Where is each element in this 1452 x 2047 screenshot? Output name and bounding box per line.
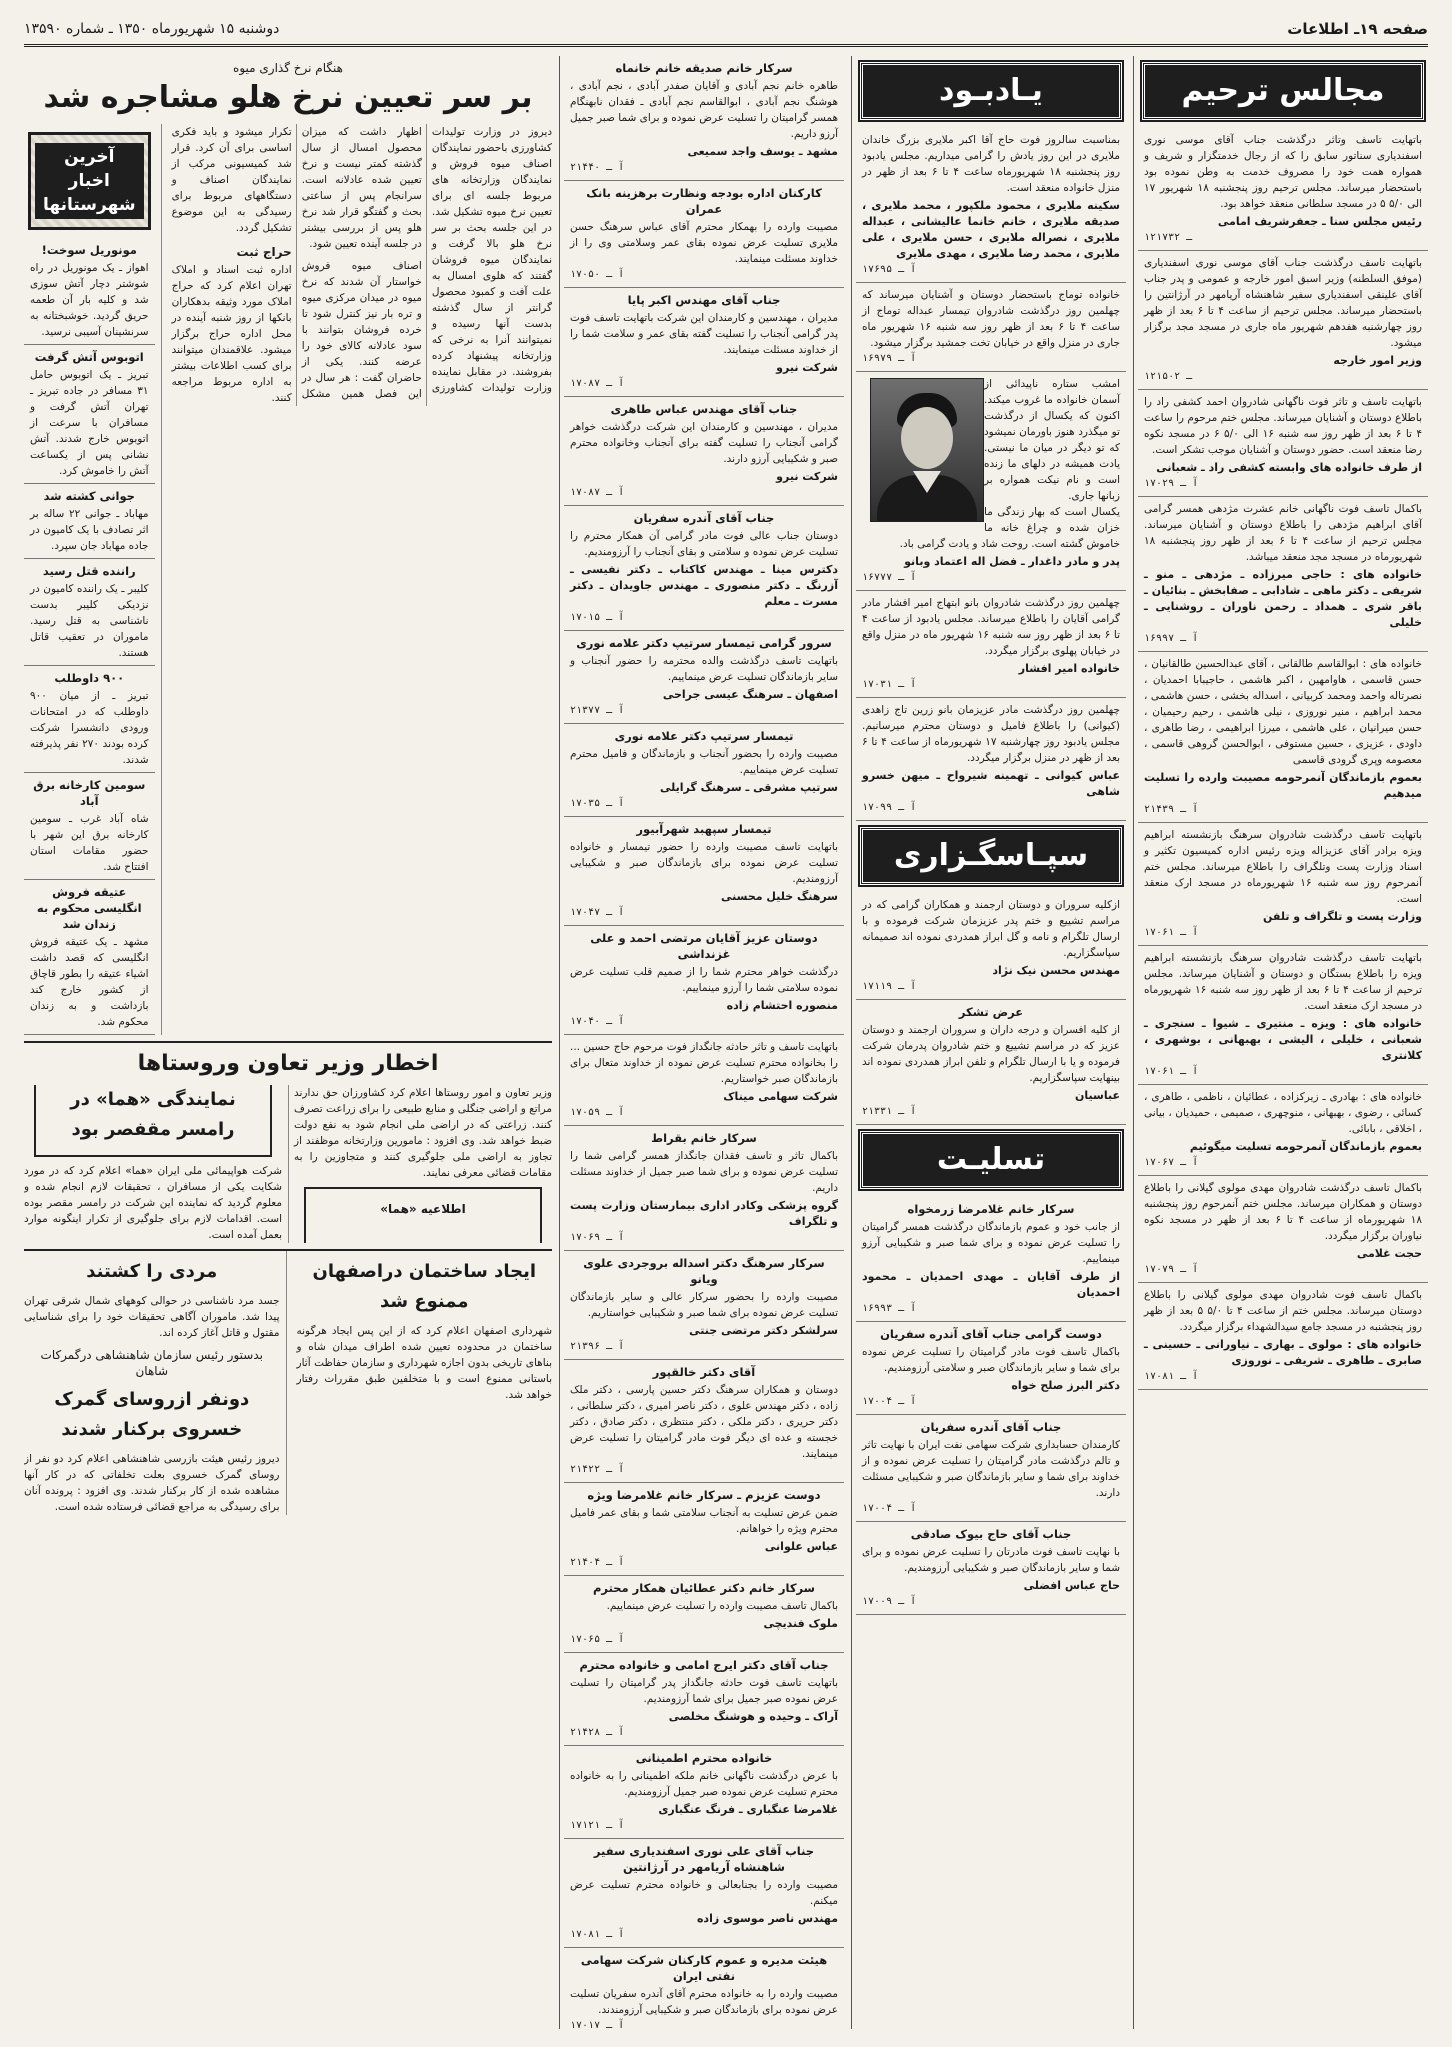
notice-item xyxy=(564,181,844,288)
notice-text: مصیبت وارده را بهمکار محترم آقای عباس سرهنگ حسن ملایری تسلیت عرض نموده بقای عمر وسلامتی وی را از خداوند مسئلت مینمایند. xyxy=(570,221,838,265)
notice-item xyxy=(1138,1283,1428,1390)
notice-text: خانواده های : ابوالقاسم طالقانی ، آقای عبدالحسین طالقانیان ، حسن قاسمی ، هاوامهین ، اکبر هاشمی ، حاجیبابا احمدیان ، نصرتاله واحمد ومحمد کربیانی ، اسداله بخشی ، حسن هاشمی ، محمد ابراهیم ، منیر نوروزی ، نیلی هاشمی ، رحیم رحیمیان ، حسن میرانیان ، علی هاشمی ، میرزا ابراهیمی ، رضا طاهری ، داودی ، عزیزی ، حسین مستوفی ، ابوالحسن گروهی قاسمی ، معصومه وپری گرودی قاسمی xyxy=(1144,658,1422,766)
notice-signature: شرکت نیرو xyxy=(776,470,838,483)
notice-code: ۱ـ ۲۱۷۳۲ xyxy=(1144,232,1193,243)
notice-code: آ ـ ۱۷۰۸۱ xyxy=(570,1929,625,1940)
remembrance-memorial-text: خانواده توماج باستحضار دوستان و آشنایان میرساند که چهلمین روز درگذشت شادروان تیمسار عبداله توماج از ساعت ۴ تا ۶ بعد از ظهر روز سه شنبه ۱۶ شهریور ماه جاری در منزل واقع در خیابان تخت جمشید برگزار میشود. xyxy=(862,289,1120,349)
notice-item xyxy=(564,1251,844,1360)
notice-title: جناب آقای علی نوری اسفندیاری سفیر شاهنشاه آریامهر در آرژانتین xyxy=(593,1844,815,1874)
notice-text: مصیبت وارده را بحضور آنجناب و بازماندگان و فامیل محترم تسلیت عرض مینماییم. xyxy=(570,748,838,776)
notice-signature: دکترس مینا ـ مهندس کاکتاب ـ دکتر نفیسی ـ آزرنگ ـ دکتر منصوری ـ مهندس جاویدان ـ دکتر مسرت ـ معلم xyxy=(570,563,838,608)
anniversary-2-text: چهلمین روز درگذشت مادر عزیزمان بانو زرین تاج زاهدی (کیوانی) را باطلاع فامیل و دوستان محترم میرسانیم. مجلس یادبود روز چهارشنبه ۱۷ شهریورماه از ساعت ۴ تا ۶ بعد از ظهر در منزل برگزار میگردد. xyxy=(862,704,1121,764)
notice-title: جناب آقای آندره سفریان xyxy=(920,1420,1062,1434)
anniversary-code: آ ـ ۱۷۰۳۱ xyxy=(862,679,917,690)
notice-title: مونوریل سوخت! xyxy=(41,243,137,257)
notice-signature: حجت غلامی xyxy=(1356,1247,1422,1260)
notice-item xyxy=(564,1483,844,1576)
notice-code: آ ـ ۱۶۹۹۳ xyxy=(862,1303,917,1314)
notice-text: ازکلیه سروران و دوستان ارجمند و همکاران گرامی که در مراسم تشییع و ختم پدر عزیزمان شرکت فرموده و با ارسال تلگرام و نامه و گل ابراز همدردی نموده اند صمیمانه سپاسگزاریم. xyxy=(862,899,1120,959)
isfahan-body: شهرداری اصفهان اعلام کرد که از این پس ایجاد هرگونه ساختمان در محدوده تعیین شده اطراف میدان شاه و بناهای تاریخی بدون اجازه شهرداری و سازمان حفاظت آثار باستانی ممنوع است و با متخلفین طبق مقررات رفتار خواهد شد. xyxy=(296,1325,552,1401)
fruit-article-body xyxy=(172,124,552,406)
notice-title: آقای دکتر خالقپور xyxy=(652,1365,756,1379)
notice-signature: از طرف خانواده های وابسته کشفی راد ـ شعبانی xyxy=(1156,461,1422,474)
notice-signature: وزیر امور خارجه xyxy=(1333,354,1422,367)
isfahan-article xyxy=(297,1251,553,1515)
notice-title: جناب آقای حاج بیوک صادقی xyxy=(910,1527,1072,1541)
column-remembrance xyxy=(856,56,1126,2029)
notice-signature: شرکت نیرو xyxy=(776,361,838,374)
anniversary-2-code: آ ـ ۱۷۰۹۹ xyxy=(862,802,917,813)
notice-signature: خانواده های : مولوی ـ بهاری ـ نیاورانی ـ حسینی ـ صابری ـ طاهری ـ شریفی ـ نوروزی xyxy=(1144,1338,1422,1367)
notice-title: جناب آقای مهندس عباس طاهری xyxy=(610,402,798,416)
notice-text: باتهایت تاسف درگذشت والده محترمه را حضور آنجناب و سایر بازماندگان تسلیت عرض مینماییم. xyxy=(570,655,838,683)
notice-text: باکمال تاثر و تاسف فقدان جانگداز همسر گرامی شما را تسلیت عرض نموده و برای شما صبر جمیل از خداوند مسئلت داریم. xyxy=(570,1150,838,1194)
thanks-list xyxy=(856,893,1126,1125)
notice-title: سومین کارخانه برق آباد xyxy=(33,778,146,808)
remembrance-poem-text: امشب ستاره ناپیدائی از آسمان خانواده ما غروب میکند. اکنون که یکسال از درگذشت تو میگذرد هنوز باورمان نمیشود که تو دیگر در میان ما نیستی. یادت همیشه در دلهای ما زنده است و نام نیکت همواره بر زبانها جاری. xyxy=(984,378,1120,502)
remembrance-memorial xyxy=(856,283,1126,372)
notice-item xyxy=(564,724,844,817)
murder-body: جسد مرد ناشناسی در حوالی کوههای شمال شرقی تهران پیدا شد. ماموران آگاهی تحقیقات خود را برای شناسایی مقتول و قاتل آغاز کرده اند. xyxy=(24,1295,280,1339)
remembrance-poem-text-2: یکسال است که بهار زندگی ما خزان شده و چراغ خانه ما خاموش گشته است. روحت شاد و یادت گرامی باد. xyxy=(899,506,1120,550)
fruit-kicker: هنگام نرخ گذاری میوه xyxy=(233,61,343,75)
notice-signature: منصوره احتشام زاده xyxy=(726,999,838,1012)
notice-text: از کلیه افسران و درجه داران و سروران ارجمند و دوستان عزیز که در مراسم تشییع و ختم شادروان پدرمان شرکت فرموده و یا با ارسال تلگرام و تلفن ابراز همدردی نموده اند بینهایت سپاسگزاریم. xyxy=(862,1024,1120,1084)
notice-text: باتهایت تاسف وتاثر درگذشت جناب آقای موسی نوری اسفندیاری سناتور سابق را که از رجال خدمتگزار و شریف و همواره همت خود را مصروف خدمت به وطن نموده بود باستحضار میرساند. مجلس ترحیم روز پنجشنبه ۱۸ شهریور ۱۷ الی ۵/۰ ۵ در مسجد سلطانی منعقد خواهد بود. xyxy=(1144,134,1422,210)
notice-code: آ ـ ۱۷۰۴۰ xyxy=(570,1016,625,1027)
notice-text: شاه آباد غرب ـ سومین کارخانه برق این شهر با حضور مقامات استان افتتاح شد. xyxy=(30,813,149,873)
notice-text: با نهایت تاسف فوت مادرتان را تسلیت عرض نموده و برای شما و سایر بازماندگان صبر و شکیبایی آرزومندیم. xyxy=(862,1546,1120,1574)
memorial-services-title: مجالس ترحیم xyxy=(1142,62,1424,120)
memorial-services-list xyxy=(1138,128,1428,1390)
notice-text: باکمال تاسف مصیبت وارده را تسلیت عرض مینماییم. xyxy=(606,1600,838,1612)
notice-item xyxy=(1138,652,1428,823)
notice-code: آ ـ ۱۷۰۶۱ xyxy=(1144,1066,1199,1077)
thanks-title: سپـاسگـزاری xyxy=(860,827,1122,885)
notice-item xyxy=(856,1415,1126,1522)
notice-code: آ ـ ۱۷۰۶۵ xyxy=(570,1634,625,1645)
notice-item xyxy=(1138,390,1428,497)
isfahan-headline: ایجاد ساختمان دراصفهان ممنوع شد xyxy=(312,1261,537,1312)
remembrance-anniversary xyxy=(856,591,1126,698)
anniversary-2-sign: عباس کیوانی ـ تهمینه شیرواح ـ میهن خسرو شاهی xyxy=(862,769,1120,798)
cooperatives-text: وزیر تعاون و امور روستاها اعلام کرد کشاورزان حق ندارند مراتع و اراضی جنگلی و منابع طبیعی را برای زراعت تصرف کنند. زراعتی که در اراضی ملی انجام شود به نفع دولت ضبط خواهد شد. وی افزود : مامورین وزارتخانه موظفند از تجاوز به اراضی ملی جلوگیری کنند و متجاوزین را به مقامات قضائی معرفی نمایند. xyxy=(294,1087,552,1179)
cooperatives-block xyxy=(24,1041,552,1243)
notice-text: باتهایت تاسف درگذشت جناب آقای موسی نوری اسفندیاری (موفق السلطنه) وزیر اسبق امور خارجه و عمومی و پدر جناب آقای علینقی اسفندیاری سفیر شاهنشاه آریامهر در آرژانتین را باستحضار میرساند. مجلس ترحیم از ساعت ۴ تا ۶ بعد از ظهر روز چهارشنبه هفدهم شهریور ماه جاری در مسجد مجد برگزار میشود. xyxy=(1144,257,1423,349)
notice-text: باتهایت تاسف و تاثر فوت ناگهانی شادروان احمد کشفی راد را باطلاع دوستان و آشنایان میرساند. مجلس ختم مرحوم را ساعت ۴ تا ۶ بعد از ظهر روز سه شنبه ۱۶ الی ۵/۰ ۶ در مسجد نکوه رضا منعقد است. حضور دوستان و آشنایان موجب تشکر است. xyxy=(1144,396,1423,456)
notice-title: عتیقه فروش انگلیسی محکوم به زندان شد xyxy=(36,885,142,931)
notice-text: باکمال تاسف فوت ناگهانی خانم عشرت مژدهی همسر گرامی آقای ابراهیم مژدهی را باطلاع دوستان و آشنایان میرساند. مجلس ترحیم از ساعت ۴ تا ۶ بعد از ظهر روز پنجشنبه ۱۸ شهریورماه در مسجد مجد منعقد میباشد. xyxy=(1144,503,1423,563)
notice-signature: ملوک فندیچی xyxy=(763,1617,838,1630)
notice-signature: رئیس مجلس سنا ـ جعفرشریف امامی xyxy=(1217,215,1422,228)
notice-title: سرور گرامی تیمسار سرتیپ دکتر علامه نوری xyxy=(576,636,832,650)
notice-signature: غلامرضا عنگباری ـ فرنگ عنگباری xyxy=(658,1803,838,1816)
notice-signature: سرتیپ مشرقی ـ سرهنگ گرایلی xyxy=(660,781,838,794)
notice-code: آ ـ ۱۷۰۱۷ xyxy=(570,2020,625,2029)
notice-item xyxy=(1138,946,1428,1085)
notice-code: آ ـ ۱۷۱۱۹ xyxy=(862,981,917,992)
notice-title: جناب آقای مهندس اکبر پایا xyxy=(627,293,781,307)
notice-text: کلیبر ـ یک راننده کامیون در نزدیکی کلیبر بدست ناشناسی به قتل رسید. ماموران در تعقیب قاتل هستند. xyxy=(30,583,149,659)
notice-signature: وزارت پست و تلگراف و تلفن xyxy=(1263,910,1422,923)
notice-signature: بعموم بازماندگان آنمرحومه مصیبت وارده را تسلیت میدهیم xyxy=(1144,771,1422,800)
notice-title: عرض تشکر xyxy=(958,1005,1024,1019)
notice-signature: شرکت سهامی میناک xyxy=(723,1090,838,1103)
notice-code: آ ـ ۲۱۴۳۹ xyxy=(1144,804,1199,815)
notice-signature: حاج عباس افضلی xyxy=(1023,1579,1120,1592)
notice-code: آ ـ ۱۷۰۱۵ xyxy=(570,612,625,623)
remembrance-title: یـادبـود xyxy=(860,62,1122,120)
notice-item xyxy=(564,926,844,1035)
notice-signature: عباس علوانی xyxy=(764,1540,838,1553)
column-memorial-services xyxy=(1138,56,1428,2029)
notice-signature: دکتر البرز صلح خواه xyxy=(1011,1379,1120,1392)
notice-title: سرکار سرهنگ دکتر اسداله بروجردی علوی ویانو xyxy=(583,1256,825,1286)
customs-kicker: بدستور رئیس سازمان شاهنشاهی درگمرکات شاهان xyxy=(40,1348,263,1378)
notice-signature: اصفهان ـ سرهنگ عیسی جراحی xyxy=(662,688,838,701)
notice-item xyxy=(564,817,844,926)
notice-text: باتهایت تاسف درگذشت شادروان سرهنگ بازنشسته ابراهیم ویزه برادر آقای عزیزاله ویزه رئیس اداره کمیسیون تکثیر و اسناد وزارت پست وتلگراف را باطلاع میرساند. مجلس ختم آنمرحوم روز سه شنبه ۱۶ شهریورماه در مسجد ارک منعقد است. xyxy=(1144,829,1422,905)
notice-text: مصیبت وارده را به خانواده محترم آقای آندره سفریان تسلیت عرض نموده برای بازماندگان صبر و شکیبایی آرزومندند. xyxy=(570,1988,838,2016)
notice-title: اتوبوس آتش گرفت xyxy=(34,350,144,364)
notice-code: آ ـ ۱۷۰۶۷ xyxy=(1144,1157,1199,1168)
notice-text: باتهایت تاسف فوت حادثه جانگداز پدر گرامیتان را تسلیت عرض نموده صبر جمیل برای شما آرزومندیم. xyxy=(570,1677,838,1705)
notice-text: مصیبت وارده را بجنابعالی و خانواده محترم تسلیت عرض میکنم. xyxy=(570,1879,838,1907)
notice-signature: بعموم بازماندگان آنمرحومه تسلیت میگوئیم xyxy=(1189,1140,1422,1153)
bottom-news-block xyxy=(24,1249,552,1515)
notice-signature: مشهد ـ یوسف واجد سمیعی xyxy=(687,145,838,158)
notice-item xyxy=(1138,1176,1428,1283)
notice-code: آ ـ ۱۷۰۶۹ xyxy=(570,1232,625,1243)
remembrance-memorial-code: آ ـ ۱۶۹۷۹ xyxy=(862,353,917,364)
notice-text: طاهره خانم نجم آبادی و آقایان صفدر آبادی ، نجم آبادی ، هوشنگ نجم آبادی ، ابوالقاسم نجم آبادی ـ فقدان نابهنگام همسر گرامیتان را تسلیت عرض نموده و برای شما صبر جمیل آرزو داریم. xyxy=(570,80,838,140)
homa-notice-title: اطلاعیه «هما» xyxy=(380,1202,466,1216)
notice-text: کارمندان حسابداری شرکت سهامی نفت ایران با نهایت تاثر و تالم درگذشت مادر گرامیتان را تسلیت عرض نموده و از خداوند برای شما و سایر بازماندگان صبر و شکیبایی مسئلت دارند. xyxy=(862,1439,1120,1499)
notice-title: سرکار خانم صدیقه خانم خانماه xyxy=(615,61,793,75)
notice-text: مصیبت وارده را بحضور سرکار عالی و سایر بازماندگان تسلیت عرض نموده برای شما صبر و شکیبایی خواستاریم. xyxy=(570,1291,838,1319)
notice-title: تیمسار سپهبد شهرآبیور xyxy=(636,822,772,836)
notice-item xyxy=(24,559,155,666)
notice-item xyxy=(564,56,844,181)
date-line: دوشنبه ۱۵ شهریورماه ۱۳۵۰ ـ شماره ۱۳۵۹۰ xyxy=(24,21,280,37)
notice-code: آ ـ ۲۱۴۲۲ xyxy=(570,1464,625,1475)
notice-signature: خانواده های : حاجی میرزاده ـ مژدهی ـ منو ـ شریفی ـ دکتر ماهی ـ شادابی ـ صفابخش ـ بنائیان ـ باقر شری ـ همداد ـ رحمن ناوران ـ روشنایی ـ خلیلی xyxy=(1144,568,1422,629)
notice-code: آ ـ ۱۷۰۰۹ xyxy=(862,1596,917,1607)
auction-body: اداره ثبت اسناد و املاک تهران اعلام کرد که حراج املاک مورد وثیقه بدهکاران بانکها از روز شنبه آینده در محل اداره حراج برگزار میشود. علاقمندان میتوانند برای کسب اطلاعات بیشتر به اداره مربوط مراجعه کنند. xyxy=(171,264,292,404)
notice-text: درگذشت خواهر محترم شما را از صمیم قلب تسلیت عرض نموده سلامتی شما را آرزو مینماییم. xyxy=(570,966,838,994)
notice-item xyxy=(564,288,844,397)
condolence-ads-list xyxy=(564,56,844,2029)
notice-item xyxy=(1138,1085,1428,1176)
notice-item xyxy=(564,506,844,631)
notice-text: مدیران ، مهندسین و کارمندان این شرکت باتهایت تاسف فوت پدر گرامی آنجناب را تسلیت گفته بقای عمر و سلامت شما را از خداوند مسئلت مینمایند. xyxy=(570,312,838,356)
notice-code: آ ـ ۱۷۰۸۷ xyxy=(570,378,625,389)
notice-item xyxy=(1138,251,1428,390)
notice-item xyxy=(564,1653,844,1746)
notice-item xyxy=(564,1839,844,1948)
notice-code: آ ـ ۱۷۰۴۷ xyxy=(570,907,625,918)
notice-text: اهواز ـ یک مونوریل در راه شوشتر دچار آتش سوزی شد و کلیه بار آن طعمه حریق گردید. خوشبختانه به سرنشینان آسیبی نرسید. xyxy=(30,262,149,338)
notice-signature: گروه پزشکی وکادر اداری بیمارستان وزارت پست و تلگراف xyxy=(570,1199,838,1228)
notice-signature: آراک ـ وحیده و هوشنگ مخلصی xyxy=(668,1710,838,1723)
notice-item xyxy=(856,893,1126,1000)
homa-notice-headline: نمایندگی «هما» در رامسر مقفصر بود xyxy=(70,1089,236,1140)
notice-code: آ ـ ۱۷۰۲۹ xyxy=(1144,478,1199,489)
notice-title: جوانی کشته شد xyxy=(43,489,135,503)
notice-code: آ ـ ۲۱۳۳۱ xyxy=(862,1106,917,1117)
remembrance-intro-names: سکینه ملایری ، محمود ملکپور ، محمد ملایری ، صدیقه ملایری ، خانم خانما عالیشانی ، عبداله ملایری ، نصراله ملایری ، حسن ملایری ، علی ملایری ، محمد رضا ملایری ، مهدی ملایری xyxy=(862,199,1120,260)
notice-title: سرکار خانم غلامرضا زرمخواه xyxy=(907,1202,1075,1216)
provinces-news-list xyxy=(24,238,155,1035)
notice-item xyxy=(24,484,155,559)
remembrance-poem xyxy=(856,372,1126,591)
remembrance-poem-sign: پدر و مادر داغدار ـ فضل اله اعتماد وبانو xyxy=(904,555,1120,568)
fruit-article xyxy=(172,124,552,1035)
provinces-news xyxy=(24,124,162,1035)
notice-item xyxy=(564,397,844,506)
notice-text: تبریز ـ از میان ۹۰۰ داوطلب که در امتحانات ورودی دانشسرا شرکت کرده بودند ۲۷۰ نفر پذیرفته شدند. xyxy=(30,690,149,766)
notice-code: آ ـ ۱۷۰۳۵ xyxy=(570,798,625,809)
notice-text: ضمن عرض تسلیت به آنجناب سلامتی شما و بقای عمر فامیل محترم ویژه را خواهانم. xyxy=(570,1507,838,1535)
notice-signature: خانواده های : ویزه ـ منتیری ـ شیوا ـ سنجری ـ شعبانی ، خلیلی ، الیشی ، بهبهانی ، بوشهری ، کلانتری xyxy=(1144,1017,1422,1062)
notice-code: آ ـ ۱۷۰۶۱ xyxy=(1144,927,1199,938)
notice-text: باتهایت تاسف درگذشت شادروان سرهنگ بازنشسته ابراهیم ویزه را باطلاع بستگان و دوستان و آشنایان میرساند. مجلس ترحیم از ساعت ۴ تا ۶ بعد از ظهر روز سه شنبه ۱۶ شهریورماه در مسجد ارک منعقد است. xyxy=(1144,952,1423,1012)
murder-headline: مردی را کشتند xyxy=(86,1261,218,1282)
notice-code: آ ـ ۱۷۰۵۹ xyxy=(570,1107,625,1118)
notice-item xyxy=(24,666,155,773)
notice-text: از جانب خود و عموم بازماندگان درگذشت همسر گرامیتان را تسلیت عرض نموده و برای شما صبر و شکیبایی آرزو مینماییم. xyxy=(862,1221,1120,1265)
notice-item xyxy=(856,1197,1126,1322)
notice-code: آ ـ ۱۶۹۹۷ xyxy=(1144,633,1199,644)
notice-item xyxy=(564,1360,844,1483)
notice-code: آ ـ ۱۷۰۰۴ xyxy=(862,1503,917,1514)
notice-item xyxy=(856,1000,1126,1125)
homa-notice-body: شرکت هواپیمائی ملی ایران «هما» اعلام کرد که در مورد شکایت یکی از مسافران ، تحقیقات لازم انجام شده و معلوم گردید که نماینده این شرکت در رامسر مقصر بوده است. اقدامات لازم برای جلوگیری از تکرار اینگونه موارد بعمل آمده است. xyxy=(24,1165,282,1241)
notice-item xyxy=(564,1126,844,1251)
notice-code: آ ـ ۲۱۳۹۶ xyxy=(570,1341,625,1352)
notice-item xyxy=(564,1576,844,1653)
notice-signature: مهندس ناصر موسوی زاده xyxy=(696,1912,838,1925)
notice-item xyxy=(564,631,844,724)
murder-and-customs-articles xyxy=(24,1251,287,1515)
condolence-title: تسلیـت xyxy=(860,1131,1122,1189)
cooperatives-headline: اخطار وزیر تعاون وروستاها xyxy=(137,1051,439,1076)
notice-title: دوست عزیزم ـ سرکار خانم غلامرضا ویژه xyxy=(587,1488,821,1502)
notice-title: خانواده محترم اطمینانی xyxy=(635,1751,773,1765)
top-news-block xyxy=(24,124,552,1035)
notice-text: باتهایت تاسف و تاثر حادثه جانگداز فوت مرحوم حاج حسین ... را بخانواده محترم تسلیت عرض نموده از خداوند متعال برای بازماندگان صبر خواستاریم. xyxy=(570,1041,838,1085)
page-label: صفحه ۱۹ـ اطلاعات xyxy=(1287,20,1428,38)
notice-title: کارکنان اداره بودجه ونظارت برهزینه بانک عمران xyxy=(586,186,822,216)
remembrance-poem-code: آ ـ ۱۶۷۷۷ xyxy=(862,572,917,583)
notice-text: خانواده های : بهادری ـ زیرکزاده ، عطائیان ، ناظمی ، طاهری ، کسائی ، رضوی ، بهبهانی ، منوچهری ، صمیمی ، حمیدیان ، بیانی ، اخلاقی ، بابائی. xyxy=(1144,1091,1422,1135)
notice-signature: مهندس محسن نیک نژاد xyxy=(992,964,1120,977)
notice-title: جناب آقای دکتر ایرج امامی و خانواده محترم xyxy=(579,1658,829,1672)
column-news xyxy=(24,56,552,2029)
notice-item xyxy=(24,773,155,880)
notice-title: سرکار خانم دکتر عطائیان همکار محترم xyxy=(592,1581,815,1595)
notice-title: ۹۰۰ داوطلب xyxy=(54,671,125,685)
notice-code: آ ـ ۱۷۰۰۴ xyxy=(862,1396,917,1407)
notice-title: هیئت مدیره و عموم کارکنان شرکت سهامی نفتی ایران xyxy=(580,1953,828,1983)
notice-item xyxy=(856,1322,1126,1415)
notice-item xyxy=(564,1948,844,2029)
notice-code: آ ـ ۱۷۰۷۹ xyxy=(1144,1264,1199,1275)
notice-title: دوستان عزیز آقایان مرتضی احمد و علی غزنداشی xyxy=(590,931,818,961)
remembrance-intro-text: بمناسبت سالروز فوت حاج آقا اکبر ملایری بزرگ خاندان ملایری در این روز یادش را گرامی میداریم. مجلس یادبود روز پنجشنبه ۱۸ شهریورماه ساعت ۴ تا ۶ بعد از ظهر در منزل خانواده منعقد است. xyxy=(862,134,1121,194)
customs-body: دیروز رئیس هیئت بازرسی شاهنشاهی اعلام کرد دو نفر از روسای گمرک خسروی بعلت تخلفاتی که در کار آنها مشاهده شده از کار برکنار شدند. وی افزود : پرونده آنان برای رسیدگی به مراجع قضائی فرستاده شده است. xyxy=(24,1453,280,1513)
notice-text: دوستان جناب عالی فوت مادر گرامی آن همکار محترم را تسلیت عرض نموده و سلامتی و بقای آنجناب را آرزومندیم. xyxy=(570,530,838,558)
fruit-headline: بر سر تعیین نرخ هلو مشاجره شد xyxy=(43,80,533,115)
notice-item xyxy=(1138,497,1428,652)
notice-item xyxy=(24,345,155,484)
portrait-photo xyxy=(870,378,984,522)
cooperatives-body xyxy=(24,1085,552,1243)
notice-text: مشهد ـ یک عتیقه فروش انگلیسی که قصد داشت اشیاء عتیقه را بطور قاچاق از کشور خارج کند بازداشت و به زندان محکوم شد. xyxy=(30,936,149,1028)
notice-code: آ ـ ۱۷۰۸۱ xyxy=(1144,1371,1199,1382)
notice-signature: سرهنگ خلیل محسنی xyxy=(721,890,838,903)
notice-code: آ ـ ۱۷۱۲۱ xyxy=(570,1820,625,1831)
notice-item xyxy=(24,880,155,1035)
remembrance-intro xyxy=(856,128,1126,283)
remembrance-anniversary-2 xyxy=(856,698,1126,821)
notice-item xyxy=(24,238,155,345)
notice-title: جناب آقای آندره سفریان xyxy=(633,511,775,525)
notice-code: آ ـ ۲۱۴۴۰ xyxy=(570,162,625,173)
notice-item xyxy=(1138,823,1428,946)
notice-title: تیمسار سرتیپ دکتر علامه نوری xyxy=(614,729,794,743)
notice-item xyxy=(564,1035,844,1126)
notice-signature: سرلشکر دکتر مرتضی جنتی xyxy=(689,1324,838,1337)
notice-title: سرکار خانم بقراط xyxy=(651,1131,757,1145)
notice-text: تبریز ـ یک اتوبوس حامل ۳۱ مسافر در جاده تبریز ـ تهران آتش گرفت و مسافران با سرعت از اتوبوس خارج شدند. آتش نشانی پس از یکساعت آتش را خاموش کرد. xyxy=(30,369,149,477)
notice-text: باتهایت تاسف مصیبت وارده را حضور تیمسار و خانواده تسلیت عرض نموده برای بازماندگان صبر و شکیبایی آرزومندیم. xyxy=(570,841,838,885)
condolence-list xyxy=(856,1197,1126,1615)
notice-text: باکمال تاسف فوت مادر گرامیتان را تسلیت عرض نموده برای شما و سایر بازماندگان صبر و سلامتی آرزومندیم. xyxy=(862,1346,1120,1374)
notice-item xyxy=(856,1522,1126,1615)
notice-item xyxy=(1138,128,1428,251)
notice-code: ۱ـ ۲۱۵۰۲ xyxy=(1144,371,1193,382)
latest-provinces-title: آخرین اخبار شهرستانها xyxy=(35,143,144,219)
anniversary-text: چهلمین روز درگذشت شادروان بانو ابتهاج امیر افشار مادر گرامی آقایان را باطلاع میرساند. مجلس یادبود از ساعت ۴ تا ۶ بعد از ظهر روز سه شنبه ۱۶ شهریور ماه در منزل واقع در خیابان پهلوی برگزار میگردد. xyxy=(862,597,1120,657)
customs-headline: دونفر ازروسای گمرک خسروی برکنار شدند xyxy=(54,1389,250,1440)
latest-provinces-box xyxy=(28,132,151,230)
remembrance-intro-code: آ ـ ۱۷۶۹۵ xyxy=(862,264,917,275)
notice-signature: عباسیان xyxy=(1075,1089,1120,1102)
column-condolences xyxy=(564,56,844,2029)
notice-title: دوست گرامی جناب آقای آندره سفریان xyxy=(880,1327,1102,1341)
notice-item xyxy=(564,1746,844,1839)
notice-text: دوستان و همکاران سرهنگ دکتر حسین پارسی ، دکتر ملک زاده ، دکتر مهندس علوی ، دکتر ناصر امیری ، دکتر سلطانی ، دکتر حریری ، دکتر ملکی ، دکتر منتظری ، دکتر صادق ، دکتر خجسته و عده ای دیگر فوت مادر گرامیتان را تسلیت عرض مینمایند. xyxy=(570,1384,838,1460)
anniversary-sign: خانواده امیر افشار xyxy=(1018,662,1120,675)
notice-text: مهاباد ـ جوانی ۲۲ ساله بر اثر تصادف با یک کامیون در جاده مهاباد جان سپرد. xyxy=(30,508,149,552)
notice-code: آ ـ ۲۱۴۲۸ xyxy=(570,1727,625,1738)
notice-text: مدیران ، مهندسین و کارمندان این شرکت درگذشت خواهر گرامی آنجناب را تسلیت گفته برای آنجناب وخانواده محترم صبر و شکیبایی آرزو دارند. xyxy=(570,421,838,465)
notice-code: آ ـ ۲۱۳۷۷ xyxy=(570,705,625,716)
auction-subhead: حراج ثبت xyxy=(236,245,292,259)
notice-code: آ ـ ۱۷۰۵۰ xyxy=(570,269,625,280)
fruit-article-p2: اصناف میوه فروش خواستار آن شدند که نرخ میوه در میدان مرکزی میوه و تره بار نیز کنترل شود تا خرده فروشان بتوانند با سود عادلانه کالای خود را عرضه کنند. یکی از حاضران گفت : هر سال در این فصل همین مشکل تکرار میشود و باید فکری اساسی برای آن کرد. قرار شد کمیسیونی مرکب از نمایندگان اصناف و دستگاههای مربوط برای رسیدگی به این موضوع تشکیل گردد. xyxy=(171,126,422,400)
fruit-article-p1: دیروز در وزارت تولیدات کشاورزی باحضور نمایندگان اصناف میوه فروش و نمایندگان وزارتخانه های مربوط جلسه ای برای تعیین نرخ میوه تشکیل شد. در این جلسه بحث بر سر نرخ هلو بالا گرفت و نمایندگان میوه فروشان گفتند که هلوی امسال به علت آفت و کمبود محصول گرانتر از سال گذشته بدست آنها رسیده و نمیتوانند آنرا به نرخی که وزارتخانه پیشنهاد کرده بفروشند. در مقابل نماینده وزارت تولیدات کشاورزی اظهار داشت که میزان محصول امسال از سال گذشته کمتر نیست و نرخ تعیین شده عادلانه است. سرانجام پس از ساعتی بحث و گفتگو قرار شد نرخ هلو پس از بررسی بیشتر در جلسه آینده تعیین شود. xyxy=(301,126,552,394)
notice-signature: از طرف آقایان ـ مهدی احمدیان ـ محمود احمدیان xyxy=(862,1270,1120,1299)
notice-text: باکمال تاسف درگذشت شادروان مهدی مولوی گیلانی را باطلاع دوستان و همکاران میرساند. مجلس ختم آنمرحوم روز پنجشنبه ۱۸ شهریورماه از ساعت ۴ تا ۶ بعد از ظهر در مسجد نکوه نیاوران برگزار میگردد. xyxy=(1144,1182,1422,1242)
notice-code: آ ـ ۲۱۴۰۴ xyxy=(570,1557,625,1568)
page-header xyxy=(24,14,1428,47)
notice-text: باکمال تاسف فوت شادروان مهدی مولوی گیلانی را باطلاع دوستان میرساند. مجلس ختم از ساعت ۴ تا ۵/۰ ۵ بعد از ظهر روز پنجشنبه در مسجد جامع سیدالشهداء برگزار میگردد. xyxy=(1144,1289,1422,1333)
notice-title: راننده قتل رسید xyxy=(42,564,136,578)
notice-text: با عرض درگذشت ناگهانی خانم ملکه اطمینانی را به خانواده محترم تسلیت عرض نموده صبر جمیل آرزومندیم. xyxy=(570,1770,838,1798)
notice-code: آ ـ ۱۷۰۸۷ xyxy=(570,487,625,498)
